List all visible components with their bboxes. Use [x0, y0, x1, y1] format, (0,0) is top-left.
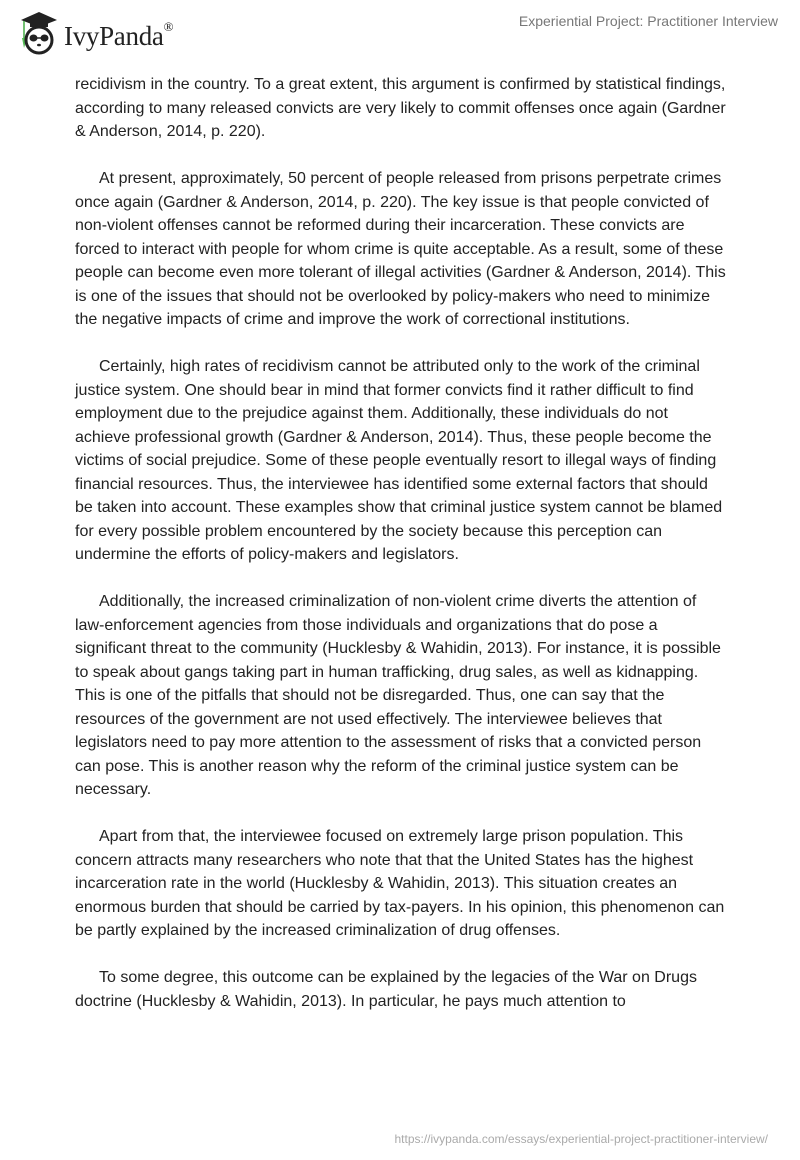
essay-body: [75, 73, 727, 1037]
paragraph: To some degree, this outcome can be explained by the legacies of the War on Drugs doctrine (Hucklesby & Wahidin, 2013). In particular, he pays much attention to: [75, 969, 697, 1010]
document-title: Experiential Project: Practitioner Interview: [518, 13, 778, 29]
logo-wordmark: IvyPanda®: [64, 18, 174, 51]
page-header: [0, 0, 800, 66]
panda-graduate-icon: [20, 10, 58, 56]
paragraph: Apart from that, the interviewee focused on extremely large prison population. This concern attracts many researchers who note that that the United States has the highest incarceration rate in the world (Hucklesby & Wahidin, 2013). This situation creates an enormous burden that should be carried by tax-payers. In his opinion, this phenomenon can be partly explained by the increased criminalization of drug offenses.: [75, 828, 725, 939]
paragraph: Certainly, high rates of recidivism cannot be attributed only to the work of the criminal justice system. One should bear in mind that former convicts find it rather difficult to find employment due to the prejudice against them. Additionally, these individuals do not achieve professional growth (Gardner & Anderson, 2014). Thus, these people become the victims of social prejudice. Some of these people eventually resort to illegal ways of finding financial resources. Thus, the interviewee has identified some external factors that should be taken into account. These examples show that criminal justice system cannot be blamed for every possible problem encountered by the society because this perception can undermine the efforts of policy-makers and legislators.: [75, 358, 723, 563]
ivypanda-logo[interactable]: [20, 10, 173, 56]
paragraph: Additionally, the increased criminalization of non-violent crime diverts the attention of law-enforcement agencies from those individuals and organizations that do pose a significant threat to the community (Hucklesby & Wahidin, 2013). For instance, it is possible to speak about gangs taking part in human trafficking, drug sales, as well as kidnapping. This is one of the pitfalls that should not be disregarded. Thus, one can say that the resources of the government are not used effectively. The interviewee believes that legislators need to pay more attention to the assessment of risks that a convicted person can pose. This is another reason why the reform of the criminal justice system can be necessary.: [75, 593, 721, 798]
source-url[interactable]: https://ivypanda.com/essays/experiential-project-practitioner-interview/: [394, 1132, 768, 1146]
paragraph: recidivism in the country. To a great extent, this argument is confirmed by statistical findings, according to many released convicts are very likely to commit offenses once again (Gardner & Anderson, 2014, p. 220).: [75, 76, 726, 140]
paragraph: At present, approximately, 50 percent of people released from prisons perpetrate crimes once again (Gardner & Anderson, 2014, p. 220). The key issue is that people convicted of non-violent offenses cannot be reformed during their incarceration. These convicts are forced to interact with people for whom crime is quite acceptable. As a result, some of these people can become even more tolerant of illegal activities (Gardner & Anderson, 2014). This is one of the issues that should not be overlooked by policy-makers who need to minimize the negative impacts of crime and improve the work of correctional institutions.: [75, 170, 726, 328]
